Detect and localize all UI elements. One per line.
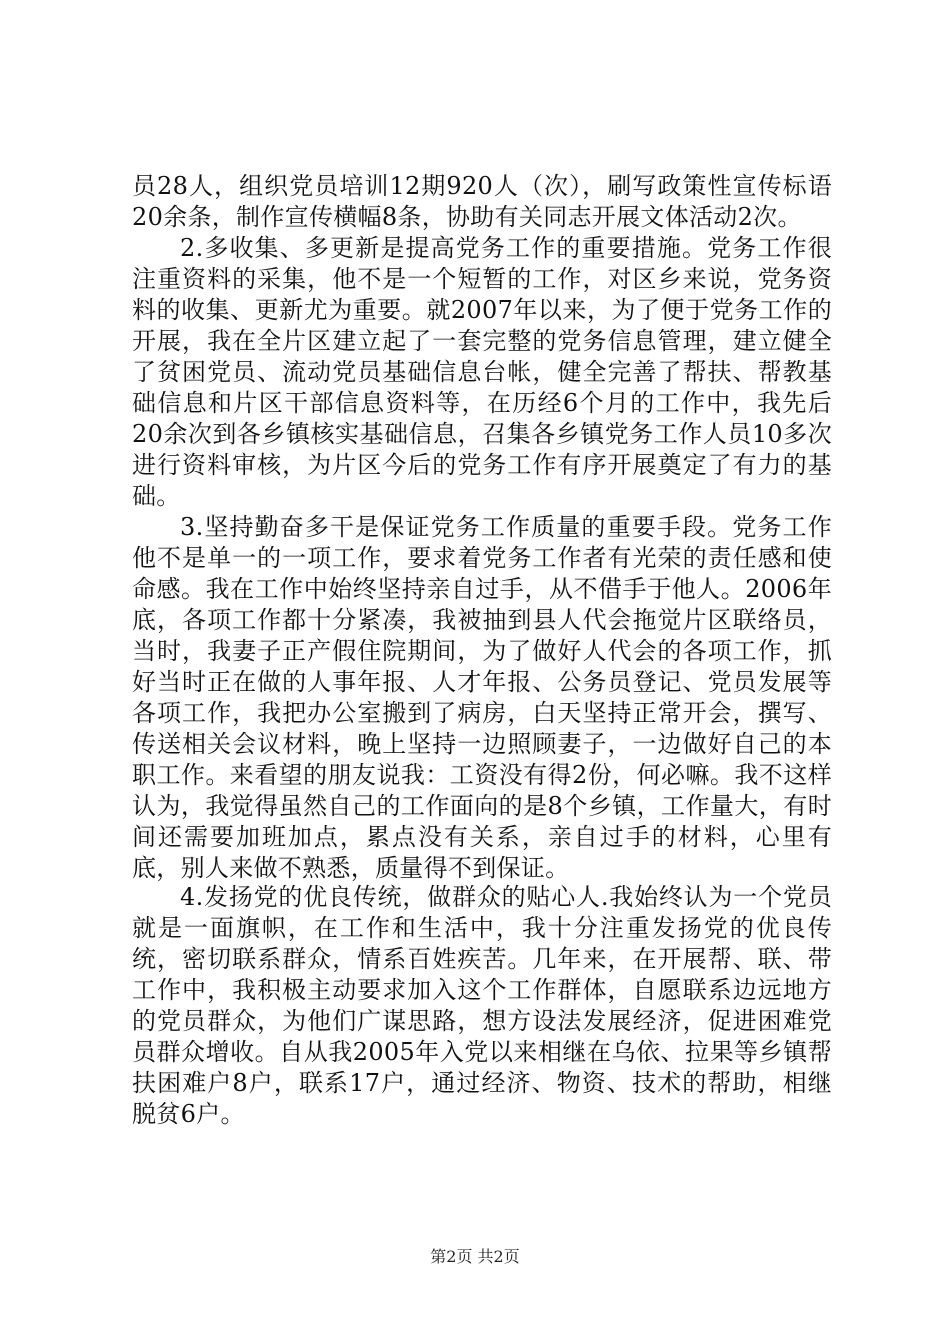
body-text-block-1 <box>132 171 832 884</box>
page-number-footer: 第2页 共2页 <box>430 1247 520 1266</box>
paragraph-item-2: 2.多收集、多更新是提高党务工作的重要措施。党务工作很注重资料的采集，他不是一个短暂的工作，对区乡来说，党务资料的收集、更新尤为重要。就2007年以来，为了便于党务工作的开展，我在全片区建立起了一套完整的党务信息管理，建立健全了贫困党员、流动党员基础信息台帐，健全完善了帮扶、帮教基础信息和片区干部信息资料等，在历经6个月的工作中，我先后20余次到各乡镇核实基础信息，召集各乡镇党务工作人员10多次进行资料审核，为片区今后的党务工作有序开展奠定了有力的基础。 <box>132 234 832 510</box>
body-text-block-2 <box>132 882 832 1130</box>
paragraph-item-3: 3.坚持勤奋多干是保证党务工作质量的重要手段。党务工作他不是单一的一项工作，要求着党务工作者有光荣的责任感和使命感。我在工作中始终坚持亲自过手，从不借手于他人。2006年底，各项工作都十分紧凑，我被抽到县人代会拖觉片区联络员，当时，我妻子正产假住院期间，为了做好人代会的各项工作，抓好当时正在做的人事年报、人才年报、公务员登记、党员发展等各项工作，我把办公室搬到了病房，白天坚持正常开会，撰写、传送相关会议材料，晚上坚持一边照顾妻子，一边做好自己的本职工作。来看望的朋友说我：工资没有得2份，何必嘛。我不这样认为，我觉得虽然自己的工作面向的是8个乡镇，工作量大，有时间还需要加班加点，累点没有关系，亲自过手的材料，心里有底，别人来做不熟悉，质量得不到保证。 <box>132 513 832 882</box>
paragraph-continuation: 员28人，组织党员培训12期920人（次），刷写政策性宣传标语20余条，制作宣传横幅8条，协助有关同志开展文体活动2次。 <box>132 172 832 231</box>
paragraph-item-4: 4.发扬党的优良传统，做群众的贴心人.我始终认为一个党员就是一面旗帜，在工作和生活中，我十分注重发扬党的优良传统，密切联系群众，情系百姓疾苦。几年来，在开展帮、联、带工作中，我积极主动要求加入这个工作群体，自愿联系边远地方的党员群众，为他们广谋思路，想方设法发展经济，促进困难党员群众增收。自从我2005年入党以来相继在乌依、拉果等乡镇帮扶困难户8户，联系17户，通过经济、物资、技术的帮助，相继脱贫6户。 <box>132 883 832 1128</box>
